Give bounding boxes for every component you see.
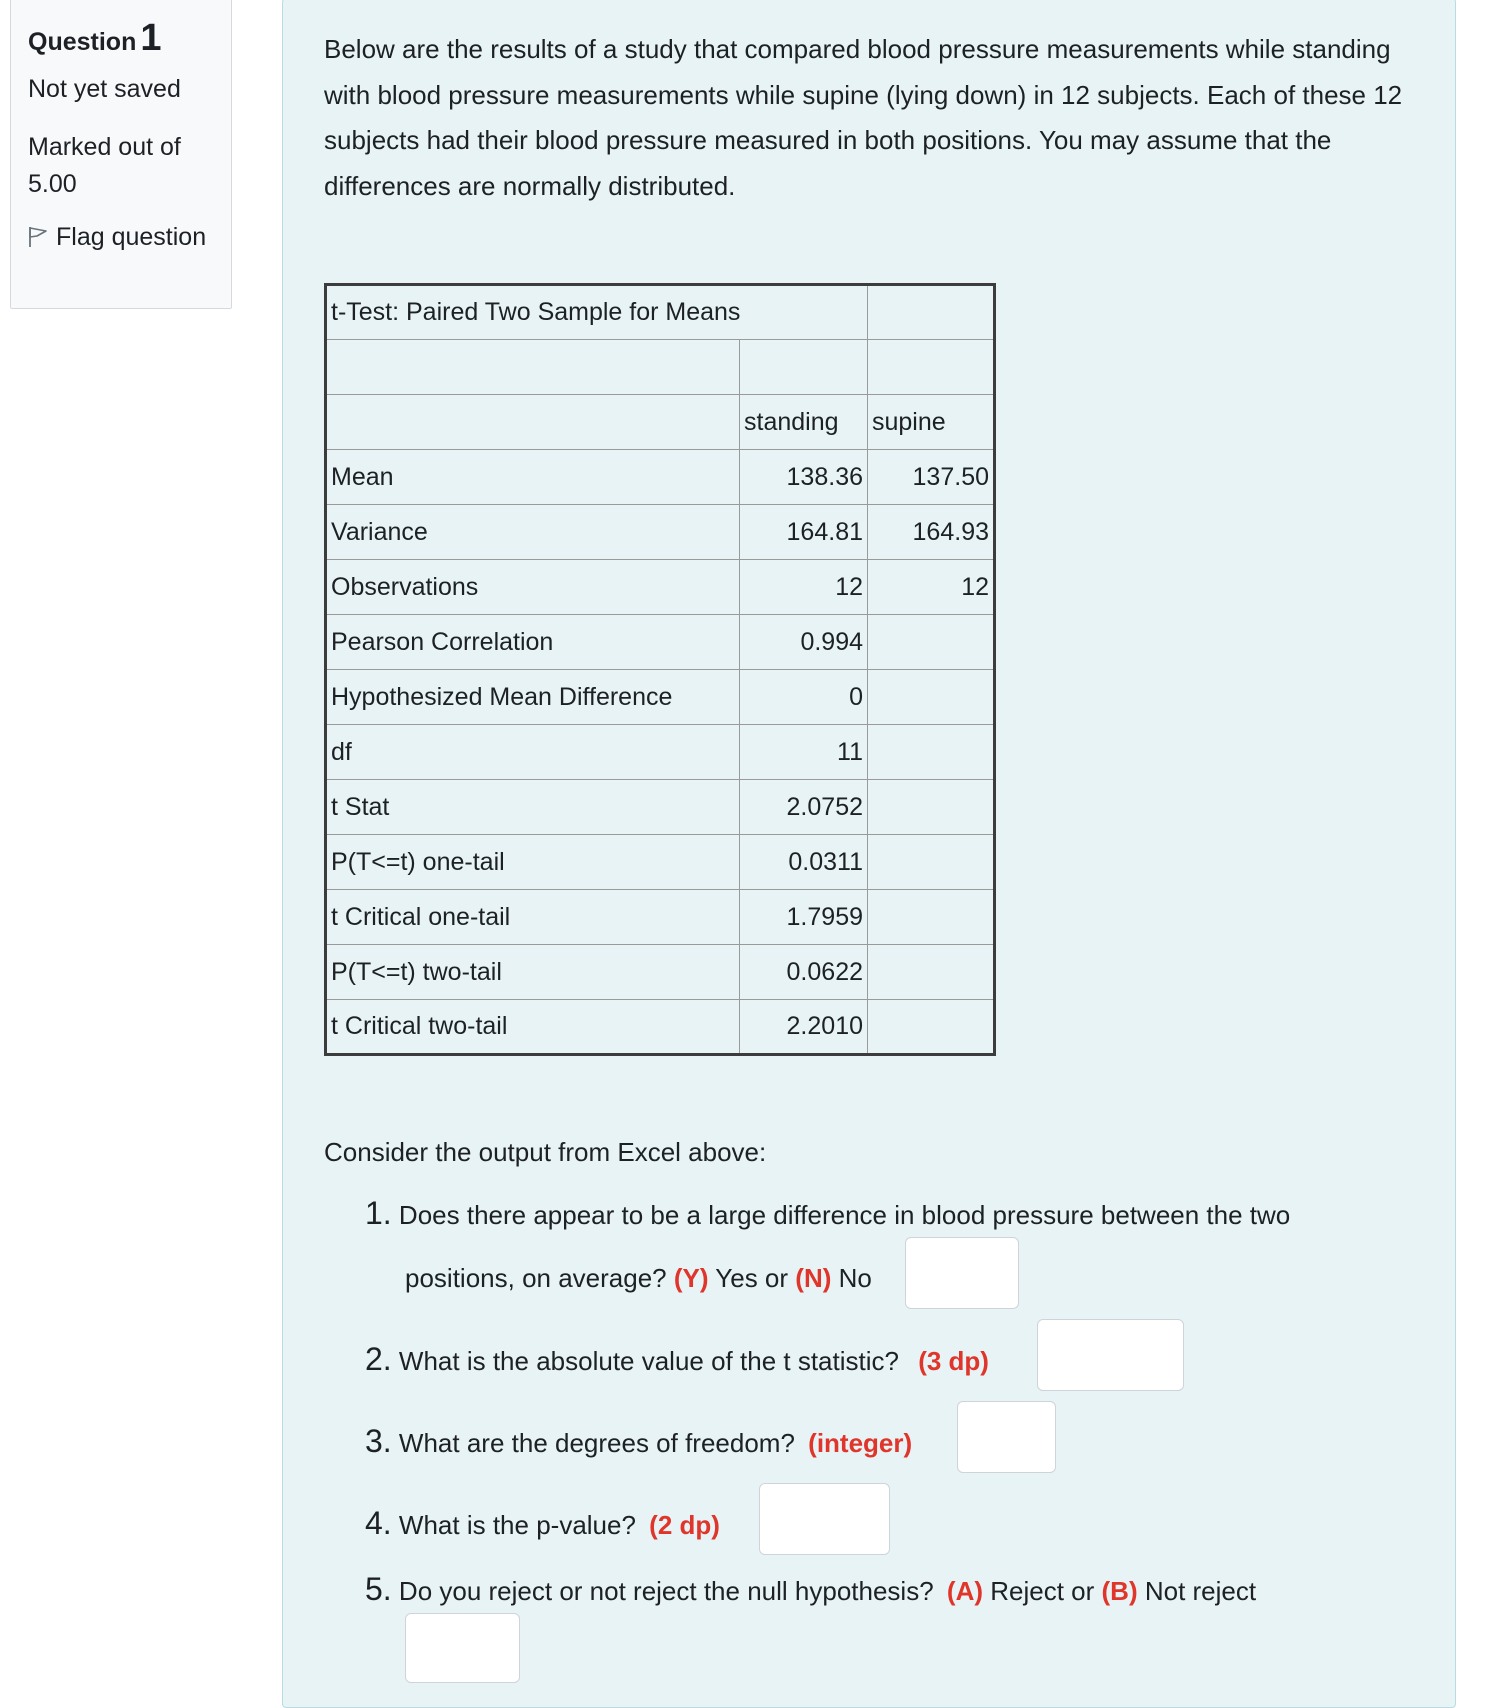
row-label: Mean	[326, 450, 740, 505]
col-header-supine: supine	[868, 395, 995, 450]
standing-value: 0.994	[740, 615, 868, 670]
question-1-line-2	[405, 1263, 872, 1294]
flag-question-link[interactable]	[28, 219, 228, 256]
row-label: t Critical two-tail	[326, 1000, 740, 1055]
answer-1-input[interactable]	[905, 1237, 1019, 1309]
table-row	[326, 945, 995, 1000]
option-no-label: No	[838, 1263, 872, 1293]
question-2	[365, 1341, 989, 1378]
row-label: P(T<=t) two-tail	[326, 945, 740, 1000]
question-number-value: 1	[140, 17, 162, 59]
question-label: Question	[28, 28, 137, 56]
question-5	[365, 1571, 1256, 1608]
supine-value	[868, 615, 995, 670]
row-label: Observations	[326, 560, 740, 615]
table-row	[326, 615, 995, 670]
col-header-standing: standing	[740, 395, 868, 450]
supine-value	[868, 835, 995, 890]
standing-value: 1.7959	[740, 890, 868, 945]
supine-value	[868, 1000, 995, 1055]
question-2-number: 2.	[365, 1341, 392, 1377]
question-4-text: What is the p-value?	[398, 1510, 636, 1540]
standing-value: 12	[740, 560, 868, 615]
table-cell	[326, 395, 740, 450]
supine-value	[868, 890, 995, 945]
question-4-number: 4.	[365, 1505, 392, 1541]
row-label: P(T<=t) one-tail	[326, 835, 740, 890]
row-label: Pearson Correlation	[326, 615, 740, 670]
question-2-hint: (3 dp)	[918, 1346, 989, 1376]
table-row	[326, 450, 995, 505]
question-3-hint: (integer)	[808, 1428, 913, 1458]
question-4	[365, 1505, 720, 1542]
supine-value: 12	[868, 560, 995, 615]
table-row	[326, 1000, 995, 1055]
question-1-text: Does there appear to be a large difference in blood pressure between the two	[398, 1200, 1291, 1230]
table-row	[326, 505, 995, 560]
question-info-panel	[10, 0, 232, 309]
row-label: df	[326, 725, 740, 780]
supine-value	[868, 945, 995, 1000]
supine-value	[868, 780, 995, 835]
standing-value: 11	[740, 725, 868, 780]
flag-outline-icon	[28, 226, 48, 248]
question-3-text: What are the degrees of freedom?	[398, 1428, 795, 1458]
question-5-text: Do you reject or not reject the null hypothesis?	[398, 1576, 934, 1606]
table-title: t-Test: Paired Two Sample for Means	[326, 285, 868, 340]
table-row	[326, 835, 995, 890]
standing-value: 0.0311	[740, 835, 868, 890]
ttest-table	[324, 283, 996, 1056]
option-y: (Y)	[673, 1263, 709, 1293]
row-label: t Critical one-tail	[326, 890, 740, 945]
option-n: (N)	[795, 1263, 832, 1293]
row-label: Hypothesized Mean Difference	[326, 670, 740, 725]
question-intro: Below are the results of a study that compared blood pressure measurements while standing with blood pressure measurements while supine (lying down) in 12 subjects. Each of these 12 subjects had their blood pressure measured in both positions. You may assume that the differences are normally distributed.	[324, 34, 1403, 201]
question-1-number: 1.	[365, 1195, 392, 1231]
table-row	[326, 780, 995, 835]
question-4-hint: (2 dp)	[649, 1510, 720, 1540]
standing-value: 0	[740, 670, 868, 725]
option-a: (A)	[946, 1576, 983, 1606]
flag-label: Flag question	[56, 223, 207, 251]
row-label: Variance	[326, 505, 740, 560]
question-1-text-cont: positions, on average?	[405, 1263, 667, 1293]
question-content	[282, 0, 1456, 1708]
standing-value: 138.36	[740, 450, 868, 505]
option-not-reject-label: Not reject	[1144, 1576, 1257, 1606]
table-title-row	[326, 285, 995, 340]
table-cell	[868, 340, 995, 395]
table-header-row	[326, 395, 995, 450]
standing-value: 0.0622	[740, 945, 868, 1000]
supine-value: 137.50	[868, 450, 995, 505]
question-5-number: 5.	[365, 1571, 392, 1607]
option-yes-label: Yes or	[715, 1263, 789, 1293]
standing-value: 164.81	[740, 505, 868, 560]
consider-text: Consider the output from Excel above:	[324, 1137, 767, 1167]
supine-value: 164.93	[868, 505, 995, 560]
table-row	[326, 890, 995, 945]
question-3-number: 3.	[365, 1423, 392, 1459]
supine-value	[868, 725, 995, 780]
answer-5-input[interactable]	[405, 1613, 520, 1683]
question-state: Not yet saved	[28, 75, 181, 103]
table-row	[326, 340, 995, 395]
table-row	[326, 560, 995, 615]
answer-2-input[interactable]	[1037, 1319, 1184, 1391]
answer-3-input[interactable]	[957, 1401, 1056, 1473]
option-b: (B)	[1101, 1576, 1138, 1606]
option-reject-label: Reject or	[990, 1576, 1095, 1606]
row-label: t Stat	[326, 780, 740, 835]
table-row	[326, 725, 995, 780]
table-cell	[326, 340, 740, 395]
table-cell	[740, 340, 868, 395]
table-row	[326, 670, 995, 725]
answer-4-input[interactable]	[759, 1483, 890, 1555]
standing-value: 2.2010	[740, 1000, 868, 1055]
supine-value	[868, 670, 995, 725]
table-cell	[868, 285, 995, 340]
question-2-text: What is the absolute value of the t statistic?	[398, 1346, 899, 1376]
standing-value: 2.0752	[740, 780, 868, 835]
question-grade: Marked out of 5.00	[28, 133, 181, 198]
question-3	[365, 1423, 912, 1460]
question-1-line-1	[365, 1195, 1290, 1232]
question-number	[28, 17, 161, 60]
